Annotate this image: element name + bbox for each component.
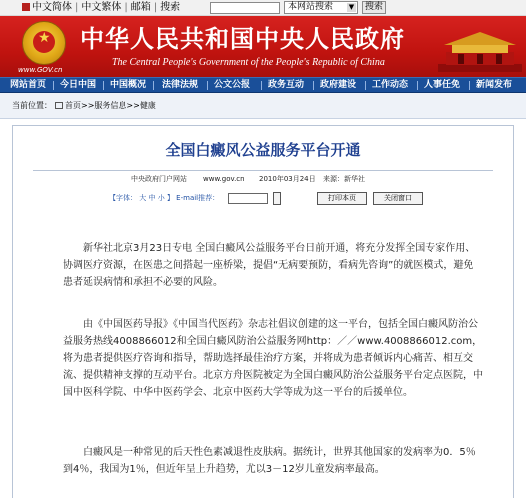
breadcrumb-label: 当前位置： <box>12 101 52 110</box>
nav-item-documents[interactable]: 公文公报 <box>214 80 251 90</box>
breadcrumb-sep: >> <box>81 101 95 110</box>
top-utility-bar <box>0 0 526 16</box>
breadcrumb-current[interactable]: 健康 <box>139 101 156 110</box>
site-title-cn: 中华人民共和国中央人民政府 <box>80 24 405 53</box>
font-label: 【字体： <box>109 194 137 202</box>
chevron-down-icon[interactable]: ▼ <box>348 3 355 11</box>
breadcrumb-sep: >> <box>126 101 140 110</box>
font-size-control <box>109 192 219 205</box>
article-frame <box>12 125 514 498</box>
nav-item-home[interactable]: 网站首页 <box>10 80 47 90</box>
nav-divider <box>103 81 104 90</box>
nav-item-laws[interactable]: 法律法规 <box>162 80 199 90</box>
link-search[interactable]: 搜索 <box>160 2 181 13</box>
nav-divider <box>313 81 314 90</box>
link-simplified[interactable]: 中文简体 <box>32 2 72 13</box>
breadcrumb-text <box>12 93 156 119</box>
source-site: 中央政府门户网站 <box>131 175 187 183</box>
email-recommend-input[interactable] <box>228 193 268 204</box>
article-title: 全国白癜风公益服务平台开通 <box>165 141 361 159</box>
nav-item-today-china[interactable]: 今日中国 <box>60 80 97 90</box>
home-icon <box>55 102 63 109</box>
article-tools <box>13 192 513 206</box>
nav-item-interaction[interactable]: 政务互动 <box>268 80 305 90</box>
paragraph-text: 白癜风是一种常见的后天性色素减退性皮肤病。据统计，世界其他国家的发病率为0．5％到4％，我国为1％，但近年呈上升趋势，尤以3－12岁儿童发病率最高。 <box>63 447 476 475</box>
font-label-close: 】 <box>166 194 174 202</box>
main-nav <box>0 77 526 93</box>
close-window-button[interactable]: 关闭窗口 <box>373 192 423 205</box>
print-button[interactable]: 打印本页 <box>317 192 367 205</box>
site-url: www.GOV.cn <box>18 66 63 74</box>
nav-item-government[interactable]: 政府建设 <box>320 80 357 90</box>
article-paragraph-1 <box>63 240 483 291</box>
search-input[interactable] <box>210 2 280 14</box>
nav-divider <box>469 81 470 90</box>
article-paragraph-3 <box>63 444 483 478</box>
link-mailbox[interactable]: 邮箱 <box>130 2 151 13</box>
search-button[interactable]: 搜索 <box>362 1 386 14</box>
font-medium-link[interactable]: 中 <box>148 194 156 202</box>
breadcrumb-section[interactable]: 服务信息 <box>94 101 127 110</box>
star-icon: ★ <box>38 30 51 46</box>
nav-divider <box>261 81 262 90</box>
nav-item-china-overview[interactable]: 中国概况 <box>110 80 147 90</box>
link-traditional[interactable]: 中文繁体 <box>81 2 122 13</box>
paragraph-text: 由《中国医药导报》《中国当代医药》杂志社倡议创建的这一平台，包括全国白癜风防治公益服务热线4008866012和全国白癜风防治公益服务网http：／／www.4008866012.com，将为患者提供医疗咨询和指导，帮助选择最佳治疗方案，并将成为患者倾诉内心痛苦、相互交流、提供精神支撑的互动平台。北京方舟医院被定为全国白癜风防治公益服务平台定点医院，中国中医科学院、中华中医药学会、北京中医药大学等成为这一平台的后援单位。 <box>63 319 483 398</box>
article-origin: 来源：新华社 <box>323 175 365 183</box>
header-banner <box>0 16 526 77</box>
site-title-en: The Central People's Government of the People's Republic of China <box>112 57 385 68</box>
nav-divider <box>365 81 366 90</box>
nav-item-appointments[interactable]: 人事任免 <box>424 80 461 90</box>
nav-divider <box>153 81 154 90</box>
nav-divider <box>417 81 418 90</box>
separator: | <box>124 2 128 13</box>
nav-divider <box>207 81 208 90</box>
publish-date: 2010年03月24日 <box>259 175 316 183</box>
article-paragraph-2 <box>63 316 483 401</box>
source-url[interactable]: www.gov.cn <box>203 175 245 183</box>
search-scope-select[interactable] <box>284 1 358 14</box>
nav-item-press[interactable]: 新闻发布 <box>476 80 513 90</box>
font-large-link[interactable]: 大 <box>139 194 147 202</box>
title-divider <box>33 170 493 171</box>
separator: | <box>153 2 158 13</box>
home-flag-icon <box>22 3 30 11</box>
national-emblem-icon[interactable] <box>22 21 66 65</box>
email-go-button[interactable] <box>273 192 281 205</box>
separator: | <box>75 2 79 13</box>
nav-divider <box>53 81 54 90</box>
font-small-link[interactable]: 小 <box>157 194 165 202</box>
nav-item-work-news[interactable]: 工作动态 <box>372 80 409 90</box>
paragraph-text: 新华社北京3月23日专电 全国白癜风公益服务平台日前开通，将充分发挥全国专家作用、协调医疗资源，在医患之间搭起一座桥梁，提倡“无病要预防，看病先咨询”的就医模式，避免患者延误病情和承担不必要的风险。 <box>63 243 476 288</box>
search-scope-value: 本网站搜索 <box>288 2 334 12</box>
utility-links <box>22 0 180 15</box>
breadcrumb <box>0 93 526 119</box>
email-label: E-mail推荐： <box>176 194 220 202</box>
breadcrumb-home[interactable]: 首页 <box>65 101 81 110</box>
tiananmen-icon <box>438 26 522 72</box>
